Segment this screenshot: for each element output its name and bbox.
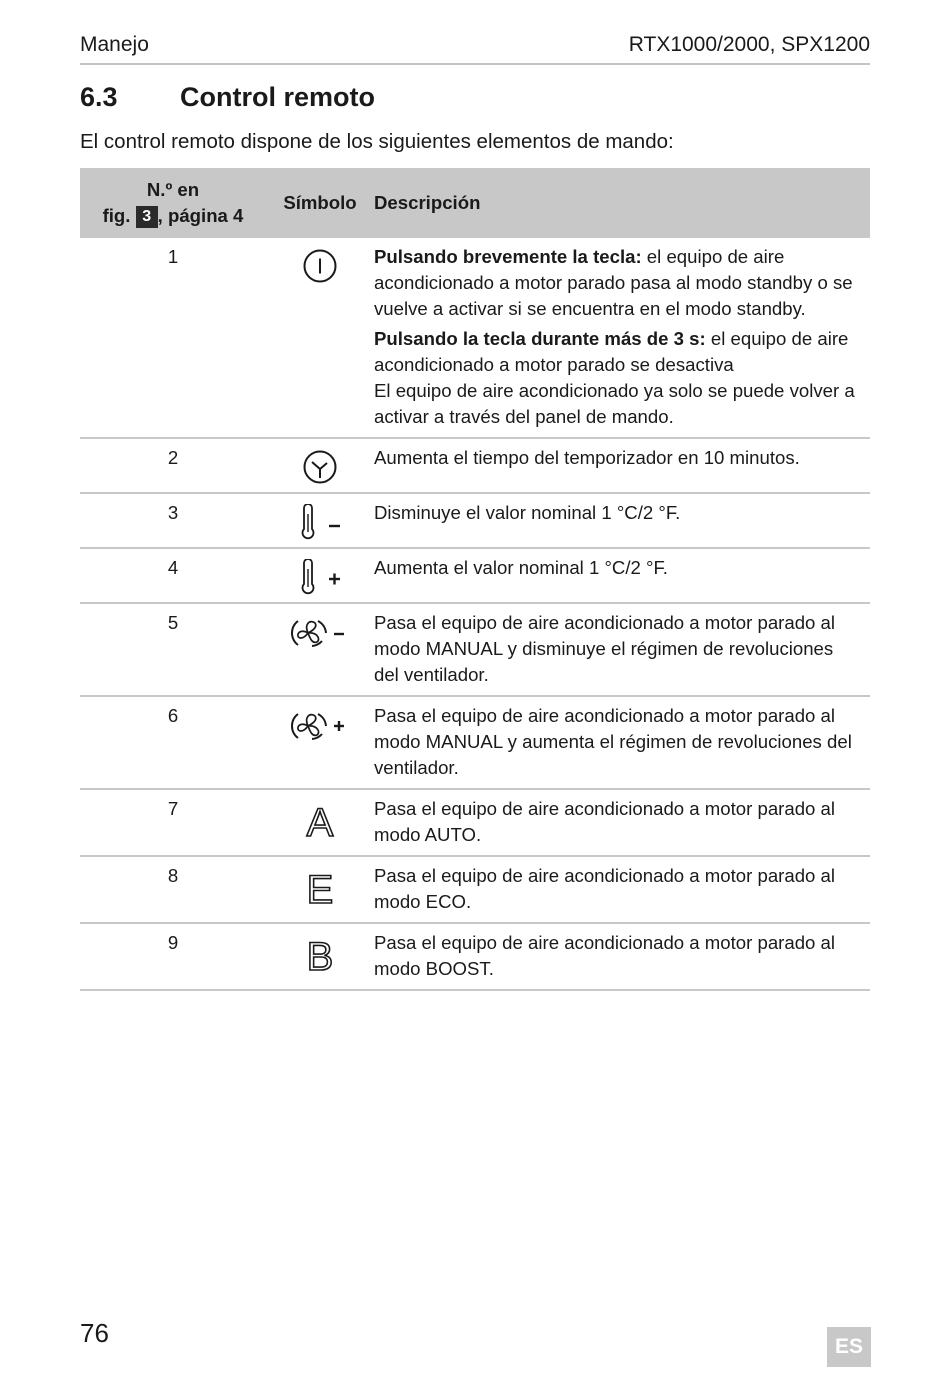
table-header-row: [80, 168, 870, 238]
col-header-symbol: Símbolo: [266, 168, 374, 238]
section-title: Control remoto: [180, 82, 375, 112]
row-description: Aumenta el tiempo del temporizador en 10 minutos.: [374, 438, 870, 493]
table-row: [80, 493, 870, 548]
row-number: 8: [80, 856, 266, 923]
remote-control-table: [80, 168, 870, 991]
section-intro: El control remoto dispone de los siguientes elementos de mando:: [80, 130, 674, 153]
col-header-page-label: , página 4: [157, 205, 244, 226]
desc-long-press-label: Pulsando la tecla durante más de 3 s:: [374, 328, 706, 349]
fan-minus-icon: [290, 614, 350, 659]
timer-icon: [302, 449, 338, 492]
thermometer-minus-icon: [295, 504, 345, 547]
table-row: [80, 923, 870, 990]
row-number: 9: [80, 923, 266, 990]
col-header-number: [80, 168, 266, 238]
row-description: Aumenta el valor nominal 1 °C/2 °F.: [374, 548, 870, 603]
row-description: Disminuye el valor nominal 1 °C/2 °F.: [374, 493, 870, 548]
desc-short-press-text: el equipo de aire acondicionado a motor parado pasa al modo standby o se vuelve a activar si se encuentra en el modo standby.: [374, 246, 853, 319]
row-description: Pasa el equipo de aire acondicionado a motor parado al modo AUTO.: [374, 789, 870, 856]
fan-plus-icon: [290, 707, 350, 752]
section-number: 6.3: [80, 82, 118, 112]
row-description: Pasa el equipo de aire acondicionado a motor parado al modo MANUAL y disminuye el régimen de revoluciones del ventilador.: [374, 603, 870, 696]
row-description: Pasa el equipo de aire acondicionado a motor parado al modo MANUAL y aumenta el régimen de revoluciones del ventilador.: [374, 696, 870, 789]
col-header-fig-label: fig.: [102, 205, 131, 226]
desc-long-press-text: el equipo de aire acondicionado a motor parado se desactiva: [374, 328, 849, 375]
row-number: 7: [80, 789, 266, 856]
table-row: [80, 789, 870, 856]
thermometer-plus-icon: [295, 559, 345, 602]
row-number: 1: [80, 238, 266, 438]
col-header-description: Descripción: [374, 168, 870, 238]
page-number: 76: [80, 1318, 109, 1348]
table-row: [80, 438, 870, 493]
language-badge: ES: [827, 1327, 871, 1367]
row-description: [374, 238, 870, 438]
table-row: [80, 856, 870, 923]
row-description: Pasa el equipo de aire acondicionado a motor parado al modo ECO.: [374, 856, 870, 923]
header-model: RTX1000/2000, SPX1200: [628, 33, 870, 56]
row-number: 4: [80, 548, 266, 603]
row-number: 6: [80, 696, 266, 789]
mode-b-icon: [301, 934, 339, 981]
table-row: [80, 238, 870, 438]
col-header-number-line1: N.º en: [146, 179, 200, 200]
mode-e-icon: [301, 867, 339, 914]
mode-a-icon: [301, 800, 339, 847]
table-row: [80, 696, 870, 789]
desc-short-press-label: Pulsando brevemente la tecla:: [374, 246, 642, 267]
table-row: [80, 603, 870, 696]
table-row: [80, 548, 870, 603]
row-number: 2: [80, 438, 266, 493]
svg-text:E: E: [306, 868, 334, 907]
svg-text:A: A: [306, 801, 334, 840]
row-number: 3: [80, 493, 266, 548]
row-description: Pasa el equipo de aire acondicionado a motor parado al modo BOOST.: [374, 923, 870, 990]
power-icon: [302, 248, 338, 291]
figure-ref-badge: 3: [136, 206, 158, 228]
desc-reactivate-text: El equipo de aire acondicionado ya solo se puede volver a activar a través del panel de mando.: [374, 380, 855, 427]
row-number: 5: [80, 603, 266, 696]
header-divider: [80, 63, 870, 65]
header-section-label: Manejo: [80, 33, 149, 56]
svg-text:B: B: [306, 935, 334, 974]
